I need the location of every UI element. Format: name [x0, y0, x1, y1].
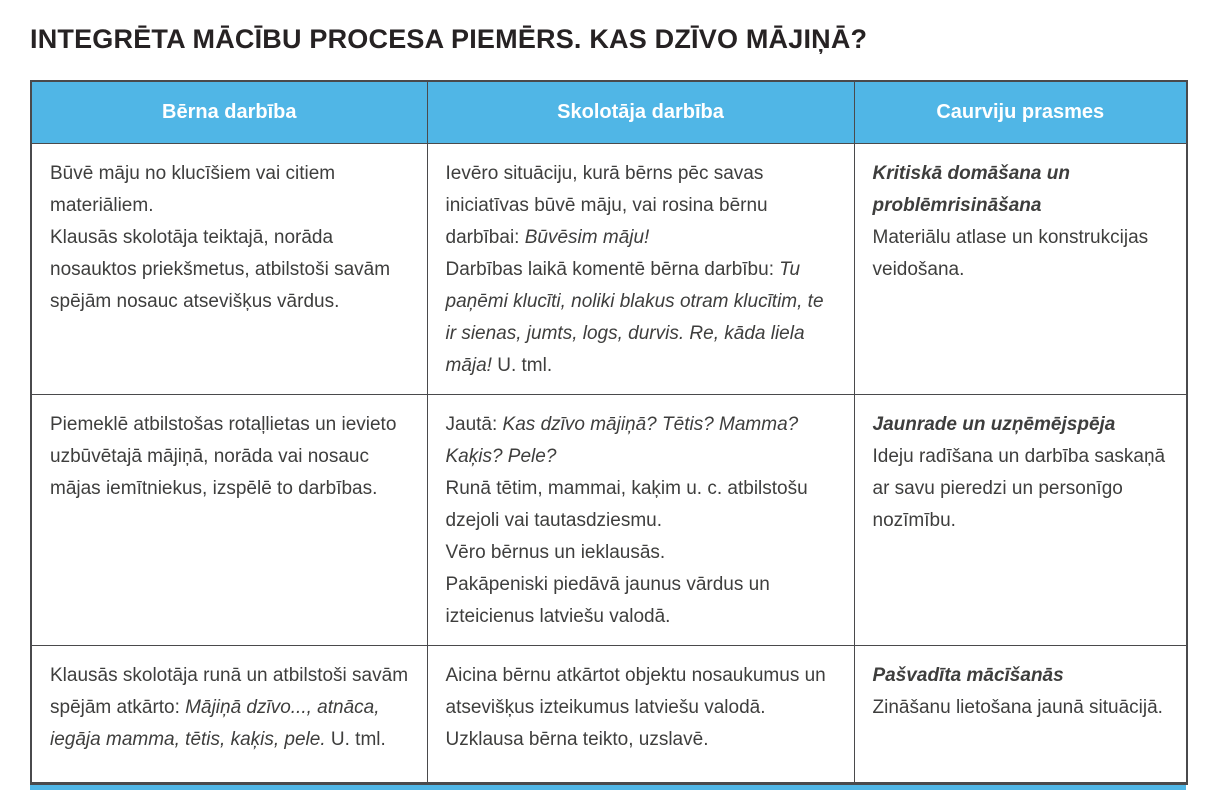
- table: [30, 80, 1188, 785]
- page-title: INTEGRĒTA MĀCĪBU PROCESA PIEMĒRS. KAS DZĪVO MĀJIŅĀ?: [30, 24, 868, 54]
- document-page: [0, 24, 1210, 790]
- lesson-example-table: [30, 80, 1186, 790]
- cell-paragraph: Zināšanu lietošana jaunā situācijā.: [872, 696, 1163, 718]
- cell-paragraph: Materiālu atlase un konstrukcijas veidošana.: [872, 226, 1149, 280]
- column-header-caurviju-prasmes: Caurviju prasmes: [854, 81, 1187, 143]
- cell-paragraph: Pašvadīta mācīšanās: [872, 664, 1064, 686]
- cell-paragraph: Piemeklē atbilstošas rotaļlietas un ievieto uzbūvētajā mājiņā, norāda vai nosauc mājas iemītniekus, izspēlē to darbības.: [50, 413, 397, 499]
- cell-paragraph: Jautā: Kas dzīvo mājiņā? Tētis? Mamma? Kaķis? Pele?: [445, 413, 799, 467]
- cell-r3-berna-darbiba: [31, 645, 427, 783]
- table-row-3: [31, 645, 1187, 783]
- cell-paragraph: Būvē māju no klucīšiem vai citiem materiāliem.: [50, 162, 336, 216]
- cell-r1-berna-darbiba: [31, 143, 427, 394]
- cell-paragraph: Klausās skolotāja runā un atbilstoši savām spējām atkārto: Mājiņā dzīvo..., atnāca, iegāja mamma, tētis, kaķis, pele. U. tml.: [50, 664, 409, 750]
- table-header-row: [31, 81, 1187, 143]
- cell-paragraph: Runā tētim, mammai, kaķim u. c. atbilstošu dzejoli vai tautasdziesmu.: [445, 477, 808, 531]
- cell-r3-caurviju-prasmes: [854, 645, 1187, 783]
- cell-r2-berna-darbiba: [31, 394, 427, 645]
- cell-r1-skolotaja-darbiba: [427, 143, 854, 394]
- cell-paragraph: Ideju radīšana un darbība saskaņā ar savu pieredzi un personīgo nozīmību.: [872, 445, 1166, 531]
- cell-r2-skolotaja-darbiba: [427, 394, 854, 645]
- cell-paragraph: Klausās skolotāja teiktajā, norāda nosauktos priekšmetus, atbilstoši savām spējām nosauc atsevišķus vārdus.: [50, 226, 391, 312]
- cell-paragraph: Darbības laikā komentē bērna darbību: Tu paņēmi klucīti, noliki blakus otram klucītim, te ir sienas, jumts, logs, durvis. Re, kāda liela māja! U. tml.: [445, 258, 824, 376]
- footer-accent-bar: [30, 785, 1186, 790]
- cell-paragraph: Kritiskā domāšana un problēmrisināšana: [872, 162, 1070, 216]
- cell-paragraph: Ievēro situāciju, kurā bērns pēc savas iniciatīvas būvē māju, vai rosina bērnu darbībai: Būvēsim māju!: [445, 162, 768, 248]
- cell-paragraph: Aicina bērnu atkārtot objektu nosaukumus un atsevišķus izteikumus latviešu valodā.: [445, 664, 826, 718]
- cell-paragraph: Jaunrade un uzņēmējspēja: [872, 413, 1116, 435]
- cell-r1-caurviju-prasmes: [854, 143, 1187, 394]
- column-header-skolotaja-darbiba: Skolotāja darbība: [427, 81, 854, 143]
- cell-r2-caurviju-prasmes: [854, 394, 1187, 645]
- cell-paragraph: Uzklausa bērna teikto, uzslavē.: [445, 728, 709, 750]
- cell-r3-skolotaja-darbiba: [427, 645, 854, 783]
- cell-paragraph: Vēro bērnus un ieklausās.: [445, 541, 666, 563]
- table-row-1: [31, 143, 1187, 394]
- table-row-2: [31, 394, 1187, 645]
- cell-paragraph: Pakāpeniski piedāvā jaunus vārdus un izteicienus latviešu valodā.: [445, 573, 770, 627]
- column-header-berna-darbiba: Bērna darbība: [31, 81, 427, 143]
